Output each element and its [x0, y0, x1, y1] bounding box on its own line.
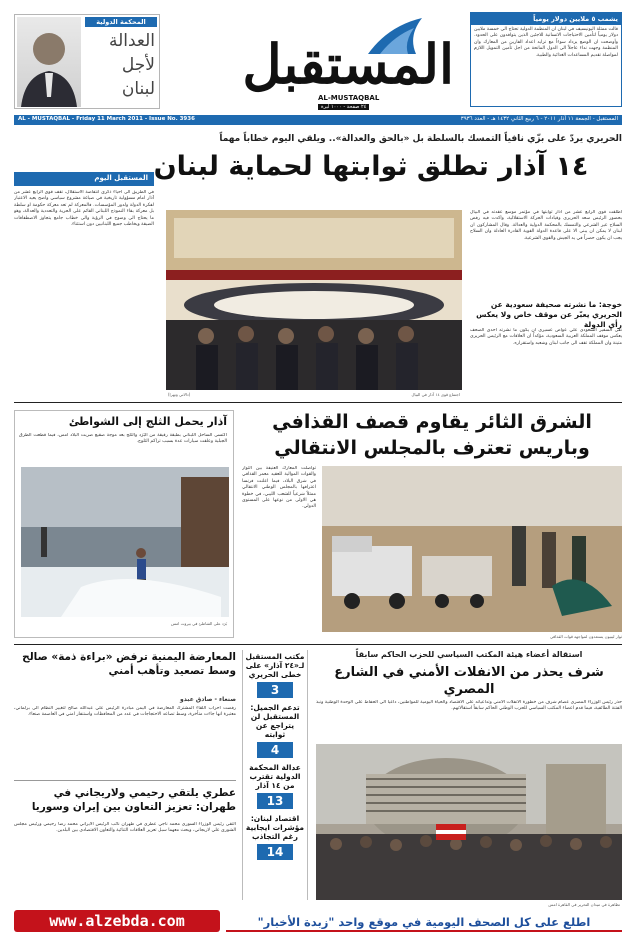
iran-text: التقى رئيس الوزراء السوري محمد ناجي عطري في طهران نائب الرئيس الايراني محمد رضا رحيمي ورئيس مجلس الشورى علي لاريجاني، وبحث معهما سبل تعزيز العلاقات الثنائية والتعاون الاقتصادي بين البلدين.	[14, 822, 236, 834]
weather-caption: بَرَد على الشاطئ في بيروت امس	[171, 621, 227, 626]
index-item-number: 14	[257, 844, 293, 860]
editorial-badge-label: المستقبل اليوم	[94, 174, 148, 182]
promo-line-3: لبنان	[121, 79, 155, 99]
promo-line-1: العدالة	[108, 31, 155, 51]
footer-url[interactable]: www.alzebda.com	[14, 910, 220, 932]
top-banner-title: يشمب ٥ ملايين دولار يومياً	[471, 13, 621, 25]
dateline-bar	[14, 115, 622, 125]
promo-portrait	[17, 17, 81, 107]
lead-photo	[166, 210, 462, 390]
yemen-text: رفضت احزاب اللقاء المشترك المعارضة في اليمن مبادرة الرئيس علي عبدالله صالح لتغيير النظام الى برلماني، معتبرة انها جاءت متأخرة، وسط تصاعد الاحتجاجات في عدد من المحافظات واستنفار امني في العاصمة صنعاء.	[14, 706, 236, 718]
libya-text: تواصلت المعارك العنيفة بين الثوار والقوات الموالية للعقيد معمر القذافي في شرق البلاد، فيما اعلنت فرنسا اعترافها بالمجلس الوطني الانتقالي ممثلاً شرعياً للشعب الليبي، في خطوة هي الاولى من نوعها على المستوى الدولي.	[242, 466, 316, 510]
lead-photo-credit: (دالاتي ونهرا)	[168, 392, 191, 397]
lead-text: اطلقت قوى الرابع عشر من آذار ثوابتها في مؤتمر موسع عقدته في البيال بحضور الرئيس سعد الحريري وقيادات الحركة الاستقلالية، واكدت فيه رفض السلاح غير الشرعي والتمسك بالمحكمة الدولية والعدالة. وقال المشاركون ان لبنان لا يمكن ان يبنى الا على قاعدة الدولة القوية القادرة العادلة وان السلاح يجب ان يكون حصراً في يد الجيش والقوى الشرعية.	[470, 210, 622, 241]
lead-sub-text: نفى السفير السعودي علي عواض عسيري ان يكون ما نشرته احدى الصحف يعكس موقف المملكة العربية السعودية، مؤكداً ان العلاقات مع الرئيس الحريري متينة وان المملكة تقف الى جانب لبنان وشعبه واستقراره.	[470, 328, 622, 346]
libya-headline-1: الشرق الثائر يقاوم قصف القذافي	[272, 411, 592, 433]
weather-headline: آذار يحمل الثلج إلى الشواطئ	[68, 415, 227, 428]
weather-box	[14, 410, 234, 638]
yemen-divider	[14, 780, 236, 781]
logo-english: AL-MUSTAQBAL	[318, 94, 380, 102]
index-item-title: تدعم الجميل: المستقبل لن يتراجع عن ثوابته	[250, 703, 300, 739]
index-item-number: 13	[257, 793, 293, 809]
egypt-kicker: استقالة أعضاء هيئة المكتب السياسي للحزب الحاكم سابقاً	[355, 650, 583, 659]
lead-kicker: الحريري يردّ على بزّي نافياً التمسك بالسلطة بل «بالحق والعدالة».. ويلقي اليوم خطاباً مهماً	[219, 134, 622, 144]
index-column	[242, 650, 308, 900]
editorial-box	[14, 172, 154, 384]
index-item-title: اقتصاد لبنان: مؤشرات ايجابية رغم التجاذب	[245, 814, 305, 841]
masthead-logo	[178, 12, 458, 110]
lead-headline: ١٤ آذار تطلق ثوابتها لحماية لبنان	[153, 151, 589, 182]
rebels-photo-icon	[322, 466, 622, 632]
section-divider-2	[14, 644, 622, 645]
conference-photo-icon	[166, 210, 462, 390]
egypt-text: حذر رئيس الوزراء المصري عصام شرف من خطورة الانفلات الامني وتداعياته على الاقتصاد والحياة اليومية للمواطنين، داعياً الى الحفاظ على الوحدة الوطنية ونبذ الفتنة الطائفية، فيما قدم اعضاء المكتب السياسي للحزب الوطني الحاكم سابقاً استقالاتهم.	[316, 700, 622, 712]
yemen-byline: صنعاء - صادق عبدو	[180, 696, 236, 703]
protest-photo-icon	[316, 744, 622, 900]
index-item-number: 3	[257, 682, 293, 698]
index-item-title: مكتب المستقبل لـ«٢٤ آذار» على خطى الحريري	[245, 652, 305, 679]
section-divider-1	[14, 402, 622, 403]
egypt-photo	[316, 744, 622, 900]
lead-photo-caption: اجتماع قوى ١٤ آذار في البيال	[411, 392, 460, 397]
promo-line-2: لأجل	[121, 55, 155, 75]
libya-headline-2: وباريس تعترف بالمجلس الانتقالي	[274, 437, 590, 459]
index-item-number: 4	[257, 742, 293, 758]
yemen-headline: المعارضة اليمنية ترفض «براءة ذمة» صالح وسط تصعيد وتأهب أمني	[22, 651, 236, 677]
weather-photo	[21, 467, 229, 617]
portrait-silhouette-icon	[17, 17, 81, 107]
editorial-badge	[14, 172, 154, 186]
promo-box	[14, 14, 160, 109]
weather-text: اكتسى الساحل اللبناني بطبقة رقيقة من البَرَد والثلج بعد موجة صقيع ضربت البلاد امس، فيما قطعت الطرق الجبلية وعلقت سيارات عدة بسبب تراكم الثلوج.	[19, 433, 227, 445]
price-label: ٢٤ صفحة - ١٠٠٠ ليرة	[318, 104, 369, 110]
logo-arabic: المستقبل	[242, 32, 454, 96]
dateline-arabic: المستقبل - الجمعة ١١ آذار ٢٠١١ - ٦ ربيع الثاني ١٤٣٢ هـ - العدد ٣٩٣٦	[460, 116, 618, 122]
egypt-caption: تظاهرة في ميدان التحرير في القاهرة امس	[548, 902, 620, 907]
editorial-text: في الطريق الى احياء ذكرى انتفاضة الاستقلال، تقف قوى الرابع عشر من آذار امام مسؤولية تاريخية في صياغة مشروع سياسي واضح يعيد الاعتبار لفكرة الدولة ولدور المؤسسات. فالمعركة لم تعد معركة حكومة او سلطة بل معركة بقاء النموذج اللبناني القائم على الحرية والتعددية والعدالة، وهو ما يحتاج الى وضوح في الرؤية والى خطاب جامع يتجاوز الاصطفافات الضيقة ويخاطب جميع اللبنانيين دون استثناء.	[14, 190, 154, 228]
lead-sub-title: خوجة: ما نشرته صحيفة سعودية عن الحريري يعبّر عن موقف خاص ولا يعكس رأي الدولة	[476, 300, 622, 329]
libya-caption: ثوار ليبيون يستعدون لمواجهة قوات القذافي	[549, 634, 622, 639]
egypt-headline: شرف يحذر من الانفلات الأمني في الشارع المصري	[334, 665, 604, 697]
libya-photo	[322, 466, 622, 632]
top-banner-text: قالت ممثلة اليونيسيف في لبنان ان المنظمة الدولية تحتاج الى خمسة ملايين دولار يومياً لتأمين الاحتياجات الانسانية للاجئين الذين يتوافدون على الحدود. وأوضحت ان الوضع يزداد سوءاً مع تزايد اعداد الفارين من المعارك وان المنظمة وجهت نداء عاجلاً الى الدول المانحة من اجل تأمين التمويل اللازم لمواصلة تقديم المساعدات الغذائية والطبية.	[474, 27, 618, 58]
footer-bar[interactable]	[0, 908, 632, 935]
footer-tagline: اطلع على كل الصحف اليومية في موقع واحد "زبدة الأخبار"	[226, 912, 622, 932]
top-banner	[470, 12, 622, 107]
index-item-title: عدالة المحكمة الدولية تقترب من ١٤ آذار	[249, 763, 301, 790]
snow-beach-photo-icon	[21, 467, 229, 617]
dateline-english: AL - MUSTAQBAL - Friday 11 March 2011 - Issue No. 3936	[18, 116, 195, 122]
iran-headline: عطري يلتقي رحيمي ولاريجاني في طهران: تعزيز التعاون بين إيران وسوريا	[31, 787, 236, 813]
promo-tag: المحكمة الدولية	[85, 17, 157, 27]
